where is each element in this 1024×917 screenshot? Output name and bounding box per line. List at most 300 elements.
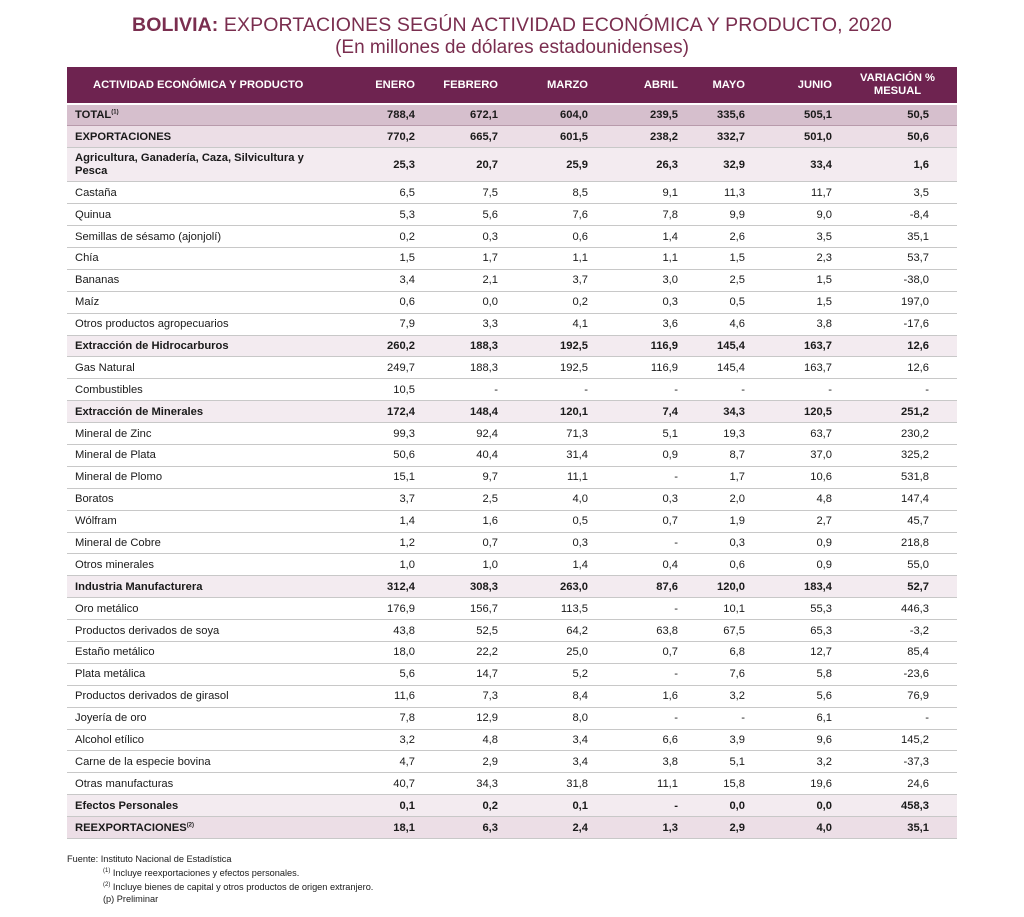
cell-value: 0,0 [421,291,504,313]
row-label [67,148,327,182]
cell-value: - [594,598,684,620]
cell-value: 76,9 [838,685,957,707]
row-label [67,685,327,707]
cell-value: -23,6 [838,663,957,685]
cell-value: 7,9 [327,313,421,335]
cell-value: 312,4 [327,576,421,598]
table-row [67,182,957,204]
column-header-junio: JUNIO [751,67,838,104]
cell-value: 7,6 [504,204,594,226]
row-label-text: Bananas [75,274,120,287]
cell-value: 263,0 [504,576,594,598]
table-row [67,291,957,313]
table-row [67,357,957,379]
cell-value: 65,3 [751,620,838,642]
cell-value: 1,7 [421,247,504,269]
cell-value: 192,5 [504,335,594,357]
cell-value: 0,5 [504,510,594,532]
cell-value: 32,9 [684,148,751,182]
cell-value: 788,4 [327,104,421,126]
table-row [67,641,957,663]
row-label-text: EXPORTACIONES [75,130,172,143]
table-row [67,247,957,269]
cell-value: 113,5 [504,598,594,620]
row-label [67,182,327,204]
cell-value: 3,4 [327,269,421,291]
cell-value: 52,5 [421,620,504,642]
cell-value: 0,2 [504,291,594,313]
row-label [67,379,327,401]
cell-value: 12,6 [838,335,957,357]
table-row [67,226,957,248]
cell-value: 3,2 [327,729,421,751]
cell-value: 15,1 [327,466,421,488]
column-header-activity: ACTIVIDAD ECONÓMICA Y PRODUCTO [67,67,327,104]
cell-value: 9,6 [751,729,838,751]
cell-value: 6,5 [327,182,421,204]
cell-value: 5,2 [504,663,594,685]
cell-value: 0,7 [421,532,504,554]
cell-value: - [684,379,751,401]
table-body [67,104,957,839]
cell-value: 50,6 [327,444,421,466]
cell-value: 64,2 [504,620,594,642]
cell-value: 25,0 [504,641,594,663]
cell-value: 1,2 [327,532,421,554]
cell-value: 0,9 [751,532,838,554]
cell-value: 35,1 [838,226,957,248]
cell-value: 218,8 [838,532,957,554]
cell-value: 8,7 [684,444,751,466]
cell-value: 3,6 [594,313,684,335]
cell-value: -38,0 [838,269,957,291]
cell-value: 6,6 [594,729,684,751]
cell-value: 0,9 [594,444,684,466]
footnote-1-mark: (1) [103,868,111,874]
cell-value: 1,4 [327,510,421,532]
cell-value: - [504,379,594,401]
cell-value: 7,8 [594,204,684,226]
cell-value: - [838,379,957,401]
cell-value: 4,8 [421,729,504,751]
row-label [67,795,327,817]
row-label [67,357,327,379]
cell-value: 0,3 [594,488,684,510]
cell-value: - [594,663,684,685]
table-row [67,554,957,576]
cell-value: 11,7 [751,182,838,204]
cell-value: 604,0 [504,104,594,126]
footnote-2-text: Incluye bienes de capital y otros productos de origen extranjero. [110,882,374,893]
cell-value: 5,3 [327,204,421,226]
row-label [67,204,327,226]
row-label-text: Productos derivados de soya [75,624,220,637]
cell-value: 1,6 [838,148,957,182]
cell-value: 3,8 [594,751,684,773]
cell-value: 172,4 [327,401,421,423]
cell-value: 22,2 [421,641,504,663]
cell-value: 0,6 [504,226,594,248]
cell-value: 2,4 [504,817,594,839]
footnote-2 [67,879,373,893]
row-label [67,423,327,445]
cell-value: 0,4 [594,554,684,576]
cell-value: 31,4 [504,444,594,466]
cell-value: 63,8 [594,620,684,642]
cell-value: 249,7 [327,357,421,379]
cell-value: 116,9 [594,335,684,357]
row-label [67,751,327,773]
row-label-text: Wólfram [75,515,117,528]
cell-value: 148,4 [421,401,504,423]
column-header-febrero: FEBRERO [421,67,504,104]
cell-value: 188,3 [421,335,504,357]
row-label-text: Productos derivados de girasol [75,690,229,703]
cell-value: 3,8 [751,313,838,335]
row-label [67,226,327,248]
footnote-1-text: Incluye reexportaciones y efectos personales. [110,868,300,879]
footnote-3: (p) Preliminar [103,894,159,905]
cell-value: 5,1 [684,751,751,773]
cell-value: 4,1 [504,313,594,335]
cell-value: - [594,707,684,729]
cell-value: 0,5 [684,291,751,313]
row-label [67,707,327,729]
cell-value: 19,3 [684,423,751,445]
cell-value: 18,1 [327,817,421,839]
cell-value: 40,7 [327,773,421,795]
cell-value: 20,7 [421,148,504,182]
row-label-text: Joyería de oro [75,712,147,725]
cell-value: 1,1 [594,247,684,269]
table-header-row [67,67,957,104]
cell-value: 18,0 [327,641,421,663]
cell-value: 458,3 [838,795,957,817]
cell-value: 4,7 [327,751,421,773]
cell-value: 4,0 [751,817,838,839]
table-row [67,401,957,423]
cell-value: -37,3 [838,751,957,773]
cell-value: 31,8 [504,773,594,795]
row-label [67,466,327,488]
cell-value: 1,5 [751,269,838,291]
row-label-text: Plata metálica [75,668,146,681]
row-label [67,488,327,510]
row-label [67,313,327,335]
cell-value: 52,7 [838,576,957,598]
cell-value: 3,0 [594,269,684,291]
table-row [67,598,957,620]
table-row [67,466,957,488]
row-label-text: Oro metálico [75,602,139,615]
cell-value: 192,5 [504,357,594,379]
table-row [67,444,957,466]
cell-value: 251,2 [838,401,957,423]
row-label [67,729,327,751]
cell-value: 26,3 [594,148,684,182]
cell-value: 1,5 [751,291,838,313]
cell-value: - [594,532,684,554]
row-label [67,620,327,642]
table-row [67,104,957,126]
cell-value: 2,9 [684,817,751,839]
table-row [67,148,957,182]
cell-value: 40,4 [421,444,504,466]
column-header-abril: ABRIL [594,67,684,104]
cell-value: 37,0 [751,444,838,466]
row-label-text: Industria Manufacturera [75,580,203,593]
cell-value: 0,9 [751,554,838,576]
row-label [67,247,327,269]
cell-value: 3,7 [504,269,594,291]
cell-value: 2,6 [684,226,751,248]
cell-value: 5,8 [751,663,838,685]
row-label [67,401,327,423]
cell-value: 176,9 [327,598,421,620]
cell-value: 0,6 [684,554,751,576]
cell-value: 0,0 [751,795,838,817]
cell-value: 2,7 [751,510,838,532]
row-label-text: Efectos Personales [75,799,179,812]
cell-value: 335,6 [684,104,751,126]
row-label-text: Gas Natural [75,361,135,374]
table-row [67,269,957,291]
cell-value: 116,9 [594,357,684,379]
footnote-2-mark: (2) [103,882,111,889]
row-label-text: Boratos [75,493,114,506]
cell-value: 0,7 [594,510,684,532]
cell-value: 7,6 [684,663,751,685]
table-row [67,620,957,642]
cell-value: 308,3 [421,576,504,598]
row-label [67,576,327,598]
row-label-text: Otras manufacturas [75,777,174,790]
row-label [67,126,327,148]
cell-value: 92,4 [421,423,504,445]
cell-value: 6,1 [751,707,838,729]
cell-value: - [594,795,684,817]
table-row [67,817,957,839]
cell-value: 50,5 [838,104,957,126]
cell-value: 2,3 [751,247,838,269]
row-label-text: REEXPORTACIONES [75,821,187,834]
cell-value: 1,4 [504,554,594,576]
cell-value: 0,3 [684,532,751,554]
cell-value: 5,6 [421,204,504,226]
cell-value: 45,7 [838,510,957,532]
cell-value: 1,0 [421,554,504,576]
table-row [67,532,957,554]
cell-value: 7,8 [327,707,421,729]
cell-value: -17,6 [838,313,957,335]
cell-value: 12,6 [838,357,957,379]
cell-value: 0,3 [421,226,504,248]
cell-value: 43,8 [327,620,421,642]
page-title [0,14,1024,36]
row-label [67,532,327,554]
cell-value: 197,0 [838,291,957,313]
cell-value: 3,4 [504,729,594,751]
row-label [67,269,327,291]
cell-value: 0,1 [504,795,594,817]
cell-value: 4,8 [751,488,838,510]
cell-value: 53,7 [838,247,957,269]
cell-value: 0,1 [327,795,421,817]
cell-value: 6,8 [684,641,751,663]
row-label-text: Mineral de Cobre [75,536,161,549]
row-label-text: Otros minerales [75,558,154,571]
cell-value: 3,2 [751,751,838,773]
cell-value: 156,7 [421,598,504,620]
cell-value: 230,2 [838,423,957,445]
table-row [67,423,957,445]
column-header-variacion: VARIACIÓN % MESUAL [838,67,957,104]
cell-value: 0,7 [594,641,684,663]
cell-value: 120,0 [684,576,751,598]
cell-value: 3,2 [684,685,751,707]
cell-value: 10,1 [684,598,751,620]
cell-value: 67,5 [684,620,751,642]
row-label [67,444,327,466]
cell-value: 2,9 [421,751,504,773]
cell-value: 446,3 [838,598,957,620]
cell-value: 1,5 [327,247,421,269]
cell-value: 4,6 [684,313,751,335]
column-header-mayo: MAYO [684,67,751,104]
cell-value: 0,3 [594,291,684,313]
cell-value: 239,5 [594,104,684,126]
row-label [67,104,327,126]
cell-value: - [684,707,751,729]
cell-value: - [838,707,957,729]
cell-value: 8,4 [504,685,594,707]
cell-value: 2,5 [421,488,504,510]
row-label-text: Mineral de Plomo [75,471,163,484]
cell-value: 770,2 [327,126,421,148]
cell-value: 14,7 [421,663,504,685]
row-label-text: Extracción de Minerales [75,405,204,418]
cell-value: 24,6 [838,773,957,795]
row-label-text: Maíz [75,296,100,309]
cell-value: 34,3 [421,773,504,795]
row-label [67,817,327,839]
cell-value: 672,1 [421,104,504,126]
cell-value: 9,0 [751,204,838,226]
cell-value: 3,5 [838,182,957,204]
cell-value: 1,6 [421,510,504,532]
row-label-text: Combustibles [75,383,143,396]
row-label-text: Chía [75,252,99,265]
table-row [67,126,957,148]
cell-value: 8,0 [504,707,594,729]
cell-value: 7,4 [594,401,684,423]
cell-value: 25,9 [504,148,594,182]
row-label-text: Mineral de Plata [75,449,156,462]
table-row [67,663,957,685]
cell-value: 332,7 [684,126,751,148]
cell-value: 0,0 [684,795,751,817]
cell-value: - [594,466,684,488]
row-label-text: Extracción de Hidrocarburos [75,339,229,352]
row-label-text: Carne de la especie bovina [75,755,211,768]
row-label-text: Semillas de sésamo (ajonjolí) [75,230,222,243]
cell-value: 1,7 [684,466,751,488]
cell-value: 7,5 [421,182,504,204]
cell-value: 3,9 [684,729,751,751]
row-footnote-mark: (1) [111,109,119,116]
table-row [67,576,957,598]
table-row [67,379,957,401]
cell-value: 10,6 [751,466,838,488]
cell-value: 55,0 [838,554,957,576]
cell-value: 11,1 [504,466,594,488]
cell-value: 34,3 [684,401,751,423]
cell-value: 163,7 [751,357,838,379]
cell-value: 12,9 [421,707,504,729]
cell-value: 145,4 [684,335,751,357]
cell-value: 9,7 [421,466,504,488]
footnote-source: Fuente: Instituto Nacional de Estadística [67,854,232,864]
cell-value: 120,5 [751,401,838,423]
cell-value: 50,6 [838,126,957,148]
row-label [67,510,327,532]
row-label [67,291,327,313]
cell-value: 0,2 [421,795,504,817]
cell-value: 11,3 [684,182,751,204]
cell-value: 505,1 [751,104,838,126]
cell-value: 665,7 [421,126,504,148]
cell-value: 7,3 [421,685,504,707]
row-label-text: Alcohol etílico [75,733,145,746]
footnote-1 [67,865,373,879]
row-label-text: Agricultura, Ganadería, Caza, Silvicultura y Pesca [75,151,304,177]
cell-value: -8,4 [838,204,957,226]
cell-value: 188,3 [421,357,504,379]
cell-value: 260,2 [327,335,421,357]
cell-value: 33,4 [751,148,838,182]
table-row [67,707,957,729]
cell-value: 3,7 [327,488,421,510]
row-label-text: TOTAL [75,109,112,122]
exports-table [67,67,957,839]
table-row [67,795,957,817]
cell-value: 1,1 [504,247,594,269]
cell-value: 0,3 [504,532,594,554]
cell-value: 183,4 [751,576,838,598]
cell-value: 35,1 [838,817,957,839]
cell-value: 1,5 [684,247,751,269]
cell-value: 1,6 [594,685,684,707]
row-label-text: Castaña [75,186,117,199]
title-country: BOLIVIA: [132,14,219,36]
cell-value: 0,6 [327,291,421,313]
footnotes [67,853,373,905]
cell-value: 147,4 [838,488,957,510]
row-footnote-mark: (2) [186,821,195,828]
cell-value: 11,1 [594,773,684,795]
cell-value: 85,4 [838,641,957,663]
cell-value: 9,1 [594,182,684,204]
cell-value: - [594,379,684,401]
cell-value: 63,7 [751,423,838,445]
cell-value: 501,0 [751,126,838,148]
table-row [67,488,957,510]
table-row [67,773,957,795]
cell-value: 145,2 [838,729,957,751]
cell-value: 5,6 [327,663,421,685]
column-header-enero: ENERO [327,67,421,104]
cell-value: 3,5 [751,226,838,248]
